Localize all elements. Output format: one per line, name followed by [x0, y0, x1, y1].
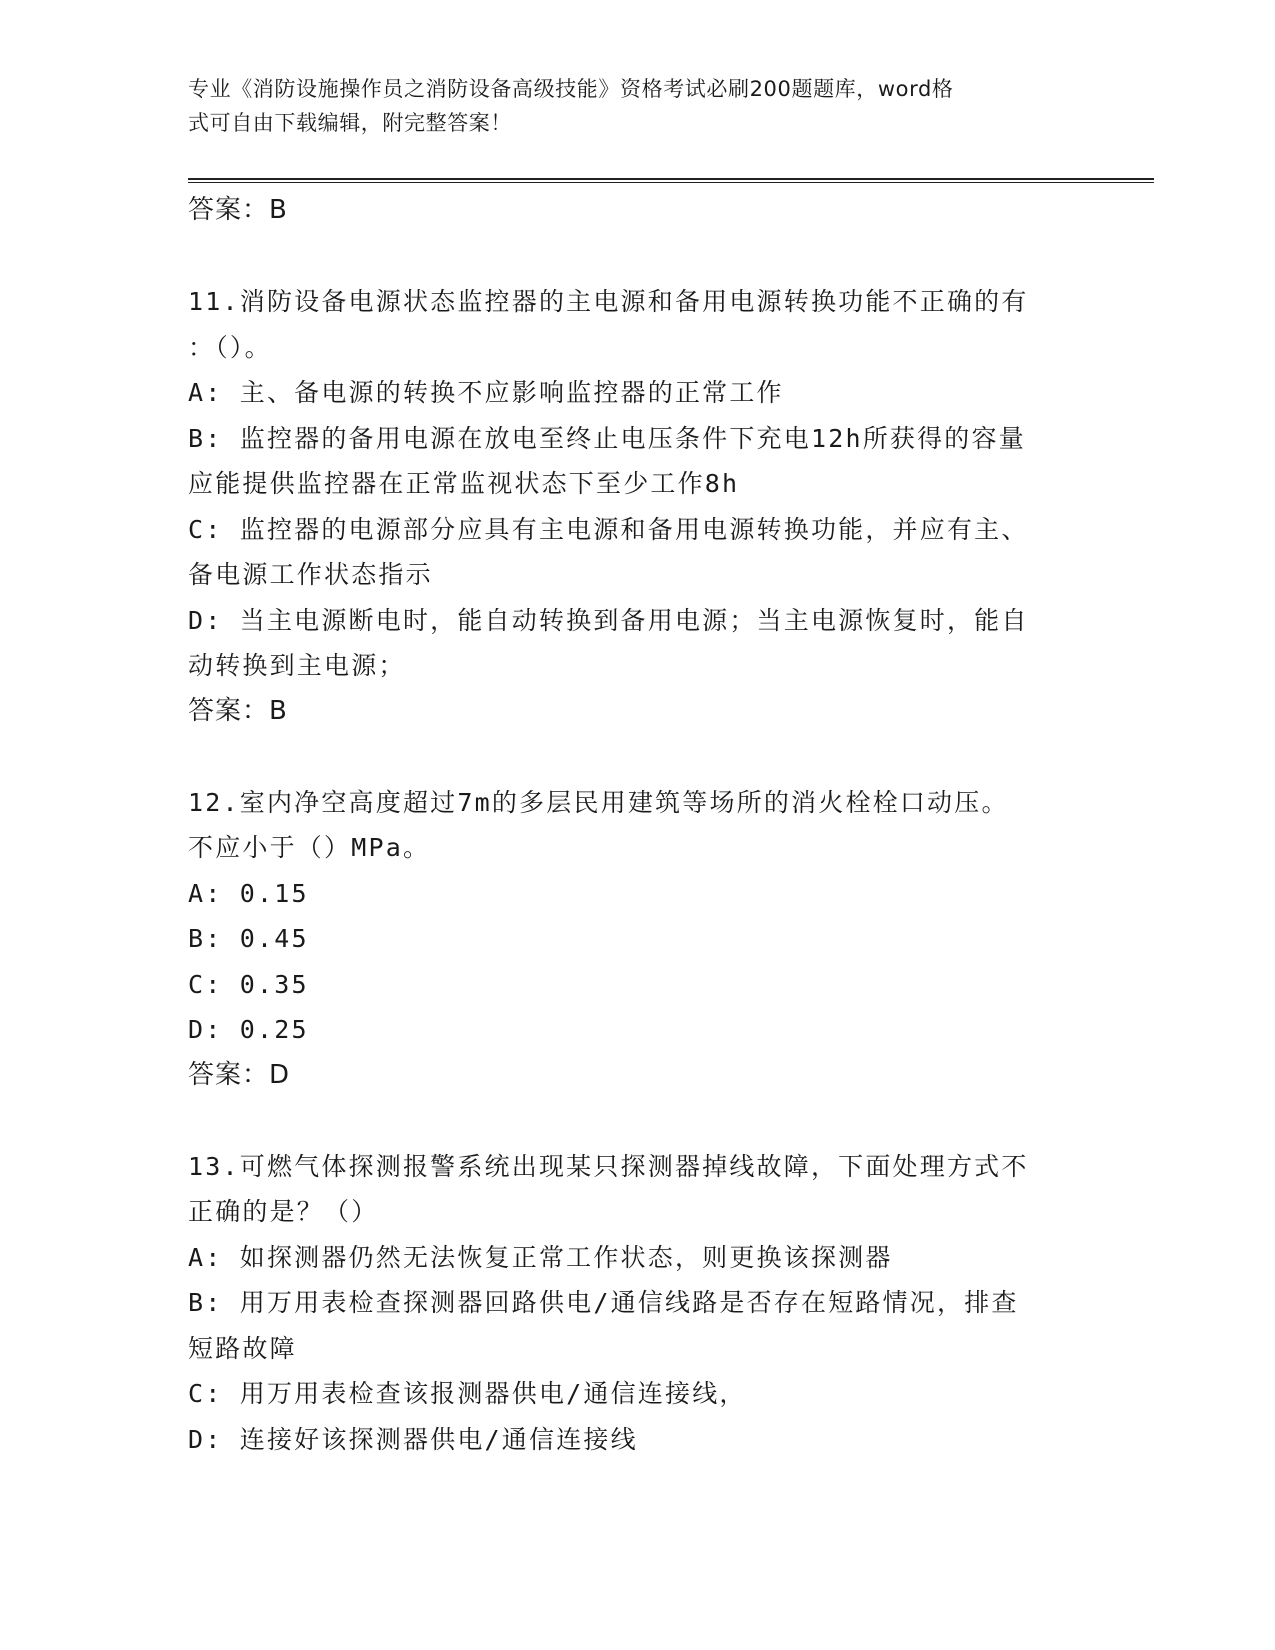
- question-stem-line: ：（）。: [188, 332, 272, 362]
- spacer: [188, 234, 1068, 280]
- question-list: [188, 188, 1068, 1462]
- option-c: C: 监控器的电源部分应具有主电源和备用电源转换功能，并应有主、: [188, 514, 1029, 544]
- option-b: B: 用万用表检查探测器回路供电/通信线路是否存在短路情况，排查: [188, 1288, 1019, 1317]
- question-stem-line: 11.消防设备电源状态监控器的主电源和备用电源转换功能不正确的有: [188, 287, 1029, 316]
- spacer: [188, 1098, 1068, 1144]
- answer-label: 答案：D: [188, 1059, 291, 1090]
- header-divider: [188, 178, 1154, 183]
- answer-label: 答案：B: [188, 695, 288, 726]
- option-b-continued: 短路故障: [188, 1333, 297, 1363]
- header-line-1: 专业《消防设施操作员之消防设备高级技能》资格考试必刷200题题库，word格: [188, 77, 954, 101]
- option-a: A: 如探测器仍然无法恢复正常工作状态，则更换该探测器: [188, 1242, 893, 1272]
- question-stem-line: 不应小于（）MPa。: [188, 833, 431, 862]
- spacer: [188, 734, 1068, 780]
- question-12: [188, 780, 1068, 1099]
- option-a: A: 0.15: [188, 878, 309, 908]
- option-d-continued: 动转换到主电源；: [188, 651, 406, 680]
- option-b: B: 监控器的备用电源在放电至终止电压条件下充电12h所获得的容量: [188, 423, 1026, 453]
- option-b: B: 0.45: [188, 924, 309, 953]
- previous-answer: 答案：B: [188, 195, 288, 225]
- option-c: C: 用万用表检查该报测器供电/通信连接线，: [188, 1379, 747, 1408]
- question-stem-line: 13.可燃气体探测报警系统出现某只探测器掉线故障，下面处理方式不: [188, 1151, 1029, 1181]
- option-b-continued: 应能提供监控器在正常监视状态下至少工作8h: [188, 469, 740, 498]
- question-11: [188, 279, 1068, 734]
- question-13: [188, 1144, 1068, 1463]
- option-d: D: 0.25: [188, 1015, 309, 1044]
- option-d: D: 连接好该探测器供电/通信连接线: [188, 1424, 638, 1454]
- option-c: C: 0.35: [188, 969, 309, 999]
- question-stem-line: 12.室内净空高度超过7m的多层民用建筑等场所的消火栓栓口动压。: [188, 787, 1009, 817]
- document-header: [188, 72, 1068, 140]
- option-a: A: 主、备电源的转换不应影响监控器的正常工作: [188, 378, 784, 407]
- header-line-2: 式可自由下载编辑，附完整答案！: [188, 111, 512, 135]
- option-c-continued: 备电源工作状态指示: [188, 560, 433, 589]
- question-stem-line: 正确的是？（）: [188, 1197, 379, 1226]
- option-d: D: 当主电源断电时，能自动转换到备用电源；当主电源恢复时，能自: [188, 605, 1029, 635]
